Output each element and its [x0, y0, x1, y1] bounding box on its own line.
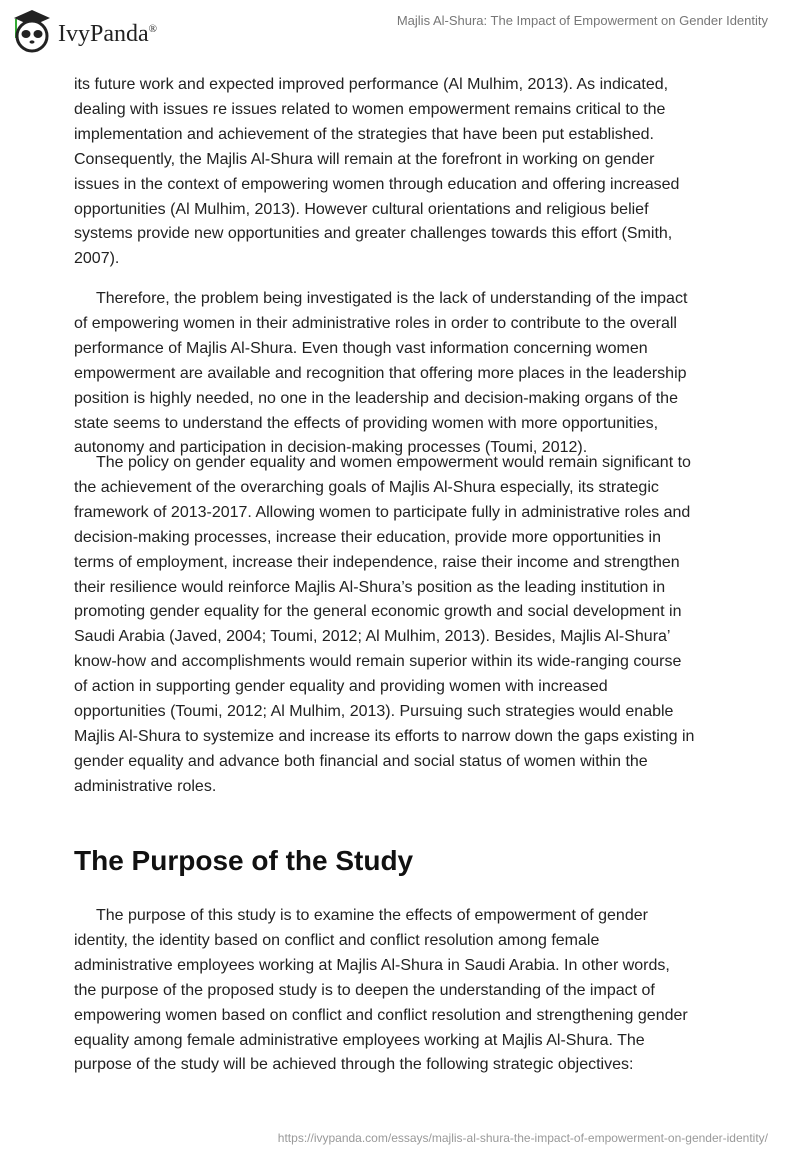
text-line: identity, the identity based on conflict and conflict resolution among female	[74, 931, 600, 949]
text-line: autonomy and participation in decision-making processes (Toumi, 2012).	[74, 439, 588, 457]
text-line: know-how and accomplishments would remain superior within its wide-ranging course	[74, 653, 682, 671]
panda-logo-icon	[12, 8, 52, 54]
text-line: opportunities (Al Mulhim, 2013). However cultural orientations and religious belief	[74, 200, 649, 218]
text-line: performance of Majlis Al-Shura. Even though vast information concerning women	[74, 339, 648, 357]
paragraph	[74, 73, 679, 272]
text-line: issues in the context of empowering women through education and offering increased	[74, 175, 680, 193]
text-line: systems provide new opportunities and greater challenges towards this effort (Smith,	[74, 225, 673, 243]
text-line: the purpose of the proposed study is to deepen the understanding of the impact of	[74, 981, 655, 999]
source-url[interactable]: https://ivypanda.com/essays/majlis-al-shura-the-impact-of-empowerment-on-gender-identity/	[277, 1131, 768, 1145]
text-line: promoting gender equality for the general economic growth and social development in	[74, 603, 682, 621]
text-line: decision-making processes, increase their education, provide more opportunities in	[74, 528, 661, 546]
document-title: Majlis Al-Shura: The Impact of Empowerment on Gender Identity	[396, 13, 768, 28]
text-line: empowerment are available and recognition that offering more places in the leadership	[74, 364, 687, 382]
text-line: administrative employees working at Majlis Al-Shura in Saudi Arabia. In other words,	[74, 956, 670, 974]
text-line: implementation and achievement of the strategies that have been put established.	[74, 125, 654, 143]
text-line: purpose of the study will be achieved through the following strategic objectives:	[74, 1056, 634, 1074]
text-line: equality among female administrative employees working at Majlis Al-Shura. The	[74, 1031, 645, 1049]
text-line: The purpose of this study is to examine the effects of empowerment of gender	[74, 907, 648, 924]
logo[interactable]	[12, 8, 157, 54]
text-line: the achievement of the overarching goals of Majlis Al-Shura especially, its strategic	[74, 478, 659, 496]
text-line: state seems to understand the effects of providing women with more opportunities,	[74, 414, 659, 432]
text-line: Consequently, the Majlis Al-Shura will remain at the forefront in working on gender	[74, 150, 655, 168]
paragraph	[74, 451, 694, 800]
text-line: of empowering women in their administrative roles in order to contribute to the overall	[74, 314, 677, 332]
text-line: The policy on gender equality and women empowerment would remain significant to	[74, 454, 691, 471]
text-line: framework of 2013-2017. Allowing women to participate fully in administrative roles and	[74, 503, 691, 521]
registered-mark: ®	[148, 22, 158, 35]
logo-text: IvyPanda	[58, 20, 149, 47]
text-line: terms of employment, increase their independence, raise their income and strengthen	[74, 553, 680, 571]
text-line: Saudi Arabia (Javed, 2004; Toumi, 2012; Al Mulhim, 2013). Besides, Majlis Al-Shura’	[74, 628, 671, 646]
paragraph	[74, 904, 688, 1078]
paragraph	[74, 287, 687, 461]
text-line: administrative roles.	[74, 777, 217, 795]
text-line: gender equality and advance both financial and social status of women within the	[74, 752, 648, 770]
text-line: of action in supporting gender equality and providing women with increased	[74, 678, 608, 696]
text-line: their resilience would reinforce Majlis Al-Shura’s position as the leading institution in	[74, 578, 666, 596]
text-line: Therefore, the problem being investigated is the lack of understanding of the impact	[74, 290, 688, 307]
text-line: position is highly needed, no one in the leadership and decision-making organs of the	[74, 389, 678, 407]
text-line: 2007).	[74, 250, 120, 268]
text-line: its future work and expected improved performance (Al Mulhim, 2013). As indicated,	[74, 76, 669, 93]
text-line: Majlis Al-Shura to systemize and increase its efforts to narrow down the gaps existing in	[74, 727, 695, 745]
text-line: empowering women based on conflict and conflict resolution and strengthening gender	[74, 1006, 688, 1024]
text-line: dealing with issues re issues related to women empowerment remains critical to the	[74, 100, 666, 118]
section-heading: The Purpose of the Study	[74, 845, 414, 876]
text-line: opportunities (Toumi, 2012; Al Mulhim, 2013). Pursuing such strategies would enable	[74, 703, 674, 721]
